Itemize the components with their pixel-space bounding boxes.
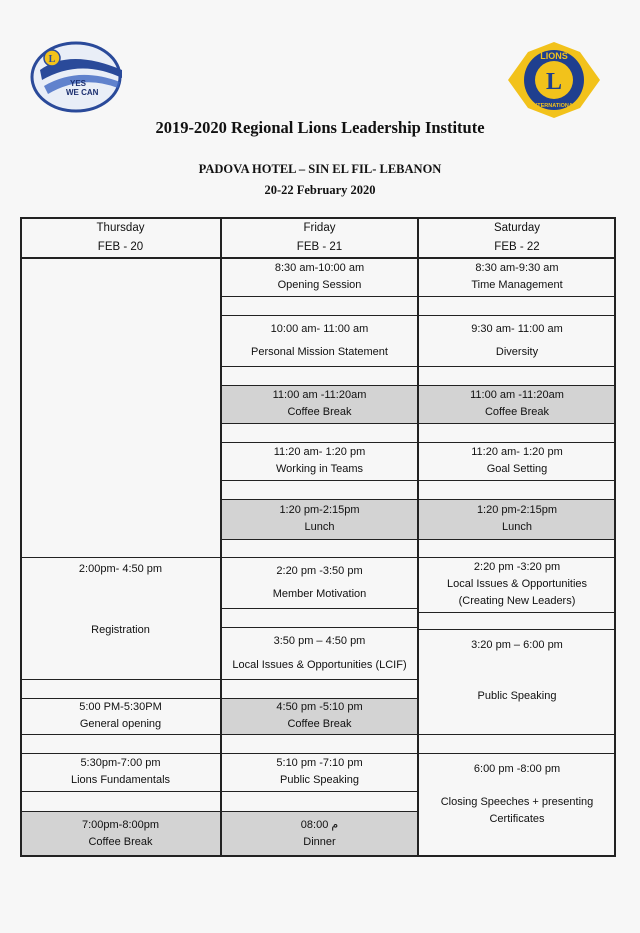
slot-title: Coffee Break xyxy=(88,836,153,848)
svg-text:INTERNATIONAL: INTERNATIONAL xyxy=(531,103,577,109)
fri-opening-session xyxy=(221,258,418,296)
slot-title: Closing Speeches + presenting xyxy=(440,796,594,808)
row-line xyxy=(221,315,616,316)
slot-time: 3:50 pm – 4:50 pm xyxy=(273,635,366,647)
day-name: Thursday xyxy=(96,221,145,234)
slot-title: Public Speaking xyxy=(477,690,557,702)
slot-time: 11:00 am -11:20am xyxy=(272,389,367,401)
fri-lunch xyxy=(221,499,418,539)
svg-text:L: L xyxy=(48,54,56,65)
svg-text:YES: YES xyxy=(70,79,87,88)
slot-title: Goal Setting xyxy=(486,463,548,475)
row-line xyxy=(221,608,418,609)
slot-title-line2: Certificates xyxy=(489,813,545,825)
day-date: FEB - 22 xyxy=(494,240,540,253)
row-line xyxy=(20,811,418,812)
table-border-right xyxy=(614,217,616,857)
slot-title: Diversity xyxy=(495,346,539,358)
row-line xyxy=(418,629,616,630)
header-friday xyxy=(221,217,418,258)
slot-time: 08:00 م xyxy=(300,819,339,831)
table-border-bottom xyxy=(20,855,616,857)
slot-time: 11:00 am -11:20am xyxy=(470,389,564,401)
header-saturday xyxy=(418,217,616,258)
slot-title: Lunch xyxy=(304,521,335,533)
slot-time: 8:30 am-10:00 am xyxy=(274,262,365,274)
fri-personal-mission xyxy=(221,315,418,366)
row-line xyxy=(221,423,616,424)
svg-text:L: L xyxy=(545,69,563,95)
sat-coffee-break-am xyxy=(418,385,616,423)
slot-title: Coffee Break xyxy=(287,406,352,418)
slot-time: 10:00 am- 11:00 am xyxy=(270,323,369,335)
slot-time: 9:30 am- 11:00 am xyxy=(471,323,563,335)
svg-text:LIONS: LIONS xyxy=(540,51,568,61)
slot-title: Lions Fundamentals xyxy=(70,774,171,786)
row-line xyxy=(221,366,616,367)
day-date: FEB - 20 xyxy=(97,240,144,253)
fri-public-speaking xyxy=(221,753,418,791)
slot-title: Coffee Break xyxy=(484,406,549,418)
row-line xyxy=(221,499,616,500)
sat-public-speaking xyxy=(418,629,616,734)
slot-time: 1:20 pm-2:15pm xyxy=(279,504,360,516)
day-name: Friday xyxy=(303,221,336,234)
fri-member-motivation xyxy=(221,557,418,608)
fri-dinner xyxy=(221,811,418,857)
slot-time: 5:30pm-7:00 pm xyxy=(80,757,161,769)
fri-coffee-break-pm xyxy=(221,698,418,734)
slot-time: 2:20 pm -3:20 pm xyxy=(473,561,561,573)
slot-title: Coffee Break xyxy=(287,718,352,730)
day-date: FEB - 21 xyxy=(296,240,343,253)
sat-diversity xyxy=(418,315,616,366)
fri-working-in-teams xyxy=(221,442,418,480)
row-line xyxy=(221,385,616,386)
row-line xyxy=(20,734,616,735)
row-line xyxy=(20,679,418,680)
sat-time-management xyxy=(418,258,616,296)
slot-title: Member Motivation xyxy=(272,588,367,600)
sat-local-issues-new-leaders xyxy=(418,557,616,612)
slot-title: Dinner xyxy=(303,836,336,848)
document-title: 2019-2020 Regional Lions Leadership Institute xyxy=(155,118,485,137)
row-line xyxy=(20,557,616,558)
slot-time: 6:00 pm -8:00 pm xyxy=(473,763,561,775)
row-line xyxy=(221,539,616,540)
table-border-left xyxy=(20,217,22,857)
schedule-table xyxy=(20,217,616,857)
slot-title: Working in Teams xyxy=(275,463,364,475)
fri-local-issues-lcif xyxy=(221,627,418,679)
thu-general-opening xyxy=(20,698,221,734)
slot-title-line2: (Creating New Leaders) xyxy=(458,595,576,607)
slot-time: 5:10 pm -7:10 pm xyxy=(276,757,363,769)
row-line xyxy=(20,791,418,792)
row-line xyxy=(418,612,616,613)
slot-title: Time Management xyxy=(471,279,563,291)
thu-registration xyxy=(20,557,221,679)
slot-time: 5:00 PM-5:30PM xyxy=(79,701,162,713)
slot-time: 2:00pm- 4:50 pm xyxy=(78,563,163,575)
yes-we-can-logo xyxy=(30,40,126,114)
fri-coffee-break-am xyxy=(221,385,418,423)
header-divider xyxy=(20,257,616,259)
lions-international-logo xyxy=(506,40,602,120)
sat-lunch xyxy=(418,499,616,539)
event-dates: 20-22 February 2020 xyxy=(264,183,376,197)
slot-title: Registration xyxy=(91,624,150,636)
slot-time: 3:20 pm – 6:00 pm xyxy=(471,639,563,651)
thu-lions-fundamentals xyxy=(20,753,221,791)
row-line xyxy=(20,753,616,754)
column-divider xyxy=(220,217,222,857)
row-line xyxy=(221,627,418,628)
slot-title: Public Speaking xyxy=(280,774,359,786)
svg-text:WE CAN: WE CAN xyxy=(66,88,99,97)
slot-time: 11:20 am- 1:20 pm xyxy=(471,446,563,458)
slot-title: Local Issues & Opportunities xyxy=(446,578,588,590)
slot-time: 8:30 am-9:30 am xyxy=(475,262,559,274)
slot-title: Personal Mission Statement xyxy=(251,346,388,358)
table-border-top xyxy=(20,217,616,219)
venue-line: PADOVA HOTEL – SIN EL FIL- LEBANON xyxy=(198,162,442,176)
day-name: Saturday xyxy=(493,221,541,234)
row-line xyxy=(221,296,616,297)
slot-title: General opening xyxy=(79,718,162,730)
slot-title: Lunch xyxy=(502,521,532,533)
thu-coffee-break xyxy=(20,811,221,857)
row-line xyxy=(221,480,616,481)
sat-goal-setting xyxy=(418,442,616,480)
slot-time: 4:50 pm -5:10 pm xyxy=(276,701,363,713)
header-thursday xyxy=(20,217,221,258)
slot-time: 1:20 pm-2:15pm xyxy=(476,504,558,516)
row-line xyxy=(221,442,616,443)
row-line xyxy=(20,698,418,699)
sat-closing-speeches xyxy=(418,753,616,857)
slot-time: 2:20 pm -3:50 pm xyxy=(276,565,363,577)
slot-title: Local Issues & Opportunities (LCIF) xyxy=(232,659,407,671)
slot-time: 7:00pm-8:00pm xyxy=(81,819,160,831)
column-divider xyxy=(417,217,419,857)
slot-title: Opening Session xyxy=(277,279,362,291)
slot-time: 11:20 am- 1:20 pm xyxy=(273,446,366,458)
